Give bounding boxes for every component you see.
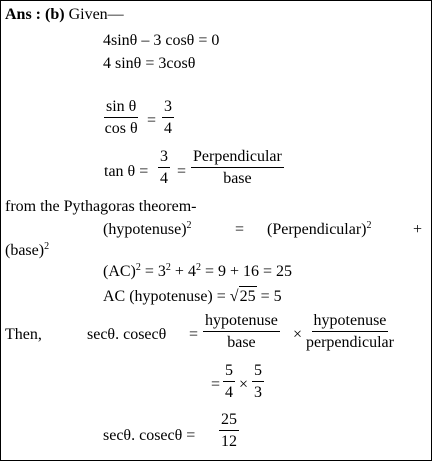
three-term: = 3 <box>144 263 166 280</box>
fraction-numerator: 5 <box>252 363 264 382</box>
fraction-hyp-perp <box>306 313 394 351</box>
exponent: 2 <box>165 262 171 273</box>
equals-sign: = <box>189 326 199 343</box>
ac-squared-equation <box>103 264 292 280</box>
fraction-denominator: 4 <box>160 170 168 187</box>
ac-lhs: AC (hypotenuse) = <box>103 288 226 305</box>
fraction-numerator: 3 <box>158 149 170 168</box>
fraction-perp-base <box>191 149 284 187</box>
fraction-denominator: perpendicular <box>306 334 394 351</box>
fraction-numerator: sin θ <box>104 99 138 118</box>
sec-cosec-lhs: secθ. cosecθ <box>87 326 167 343</box>
fraction-hyp-base <box>203 313 280 351</box>
equals-sign: = <box>177 163 187 180</box>
final-lhs: secθ. cosecθ = <box>103 427 196 444</box>
hypotenuse-term: (hypotenuse) <box>103 221 187 238</box>
fraction-3-4 <box>162 99 174 137</box>
fraction-denominator: 12 <box>221 433 237 450</box>
plus-sign: + <box>413 221 423 238</box>
times-sign: × <box>239 376 249 393</box>
sum-result: = 9 + 16 = 25 <box>204 263 293 280</box>
fraction-denominator: cos θ <box>104 120 138 137</box>
times-sign: × <box>293 326 303 343</box>
equals-sign: = <box>235 221 245 238</box>
exponent: 2 <box>195 262 201 273</box>
fraction-tan-3-4 <box>158 149 170 187</box>
tan-lhs: tan θ = <box>104 163 149 180</box>
given-label: Given— <box>68 6 124 23</box>
radical-sign: √ <box>229 288 239 305</box>
exponent: 2 <box>44 241 50 252</box>
fraction-numerator: 3 <box>162 99 174 118</box>
exponent: 2 <box>186 220 192 231</box>
exponent: 2 <box>366 220 372 231</box>
fraction-25-12 <box>219 412 239 450</box>
equation-2: 4 sinθ = 3cosθ <box>103 55 196 72</box>
square-root <box>230 289 257 305</box>
four-term: + 4 <box>174 263 196 280</box>
fraction-denominator: base <box>223 170 252 187</box>
base-term: (base) <box>5 242 45 259</box>
fraction-numerator: 5 <box>223 363 235 382</box>
fraction-numerator: 25 <box>219 412 239 431</box>
answer-header <box>5 7 124 23</box>
fraction-5-4 <box>223 363 235 401</box>
fraction-denominator: 4 <box>164 120 172 137</box>
fraction-denominator: base <box>227 334 256 351</box>
equation-1: 4sinθ – 3 cosθ = 0 <box>103 32 220 49</box>
equals-sign: = <box>211 376 221 393</box>
fraction-numerator: hypotenuse <box>203 313 280 332</box>
exponent: 2 <box>135 262 141 273</box>
fraction-denominator: 3 <box>254 384 262 401</box>
pythagoras-intro: from the Pythagoras theorem- <box>5 198 197 215</box>
ac-rhs: = 5 <box>260 288 282 305</box>
hypotenuse-squared <box>103 222 192 238</box>
then-label: Then, <box>5 326 42 343</box>
radicand: 25 <box>239 288 256 305</box>
answer-label: Ans : (b) <box>5 6 65 23</box>
fraction-5-3 <box>252 363 264 401</box>
ac-term: (AC) <box>103 263 136 280</box>
perpendicular-term: (Perpendicular) <box>267 221 367 238</box>
equals-sign: = <box>147 112 157 129</box>
ac-value-equation <box>103 289 282 305</box>
perpendicular-squared <box>267 222 372 238</box>
fraction-numerator: hypotenuse <box>312 313 389 332</box>
base-squared <box>5 243 49 259</box>
fraction-numerator: Perpendicular <box>191 149 284 168</box>
fraction-sin-cos <box>104 99 138 137</box>
fraction-denominator: 4 <box>225 384 233 401</box>
